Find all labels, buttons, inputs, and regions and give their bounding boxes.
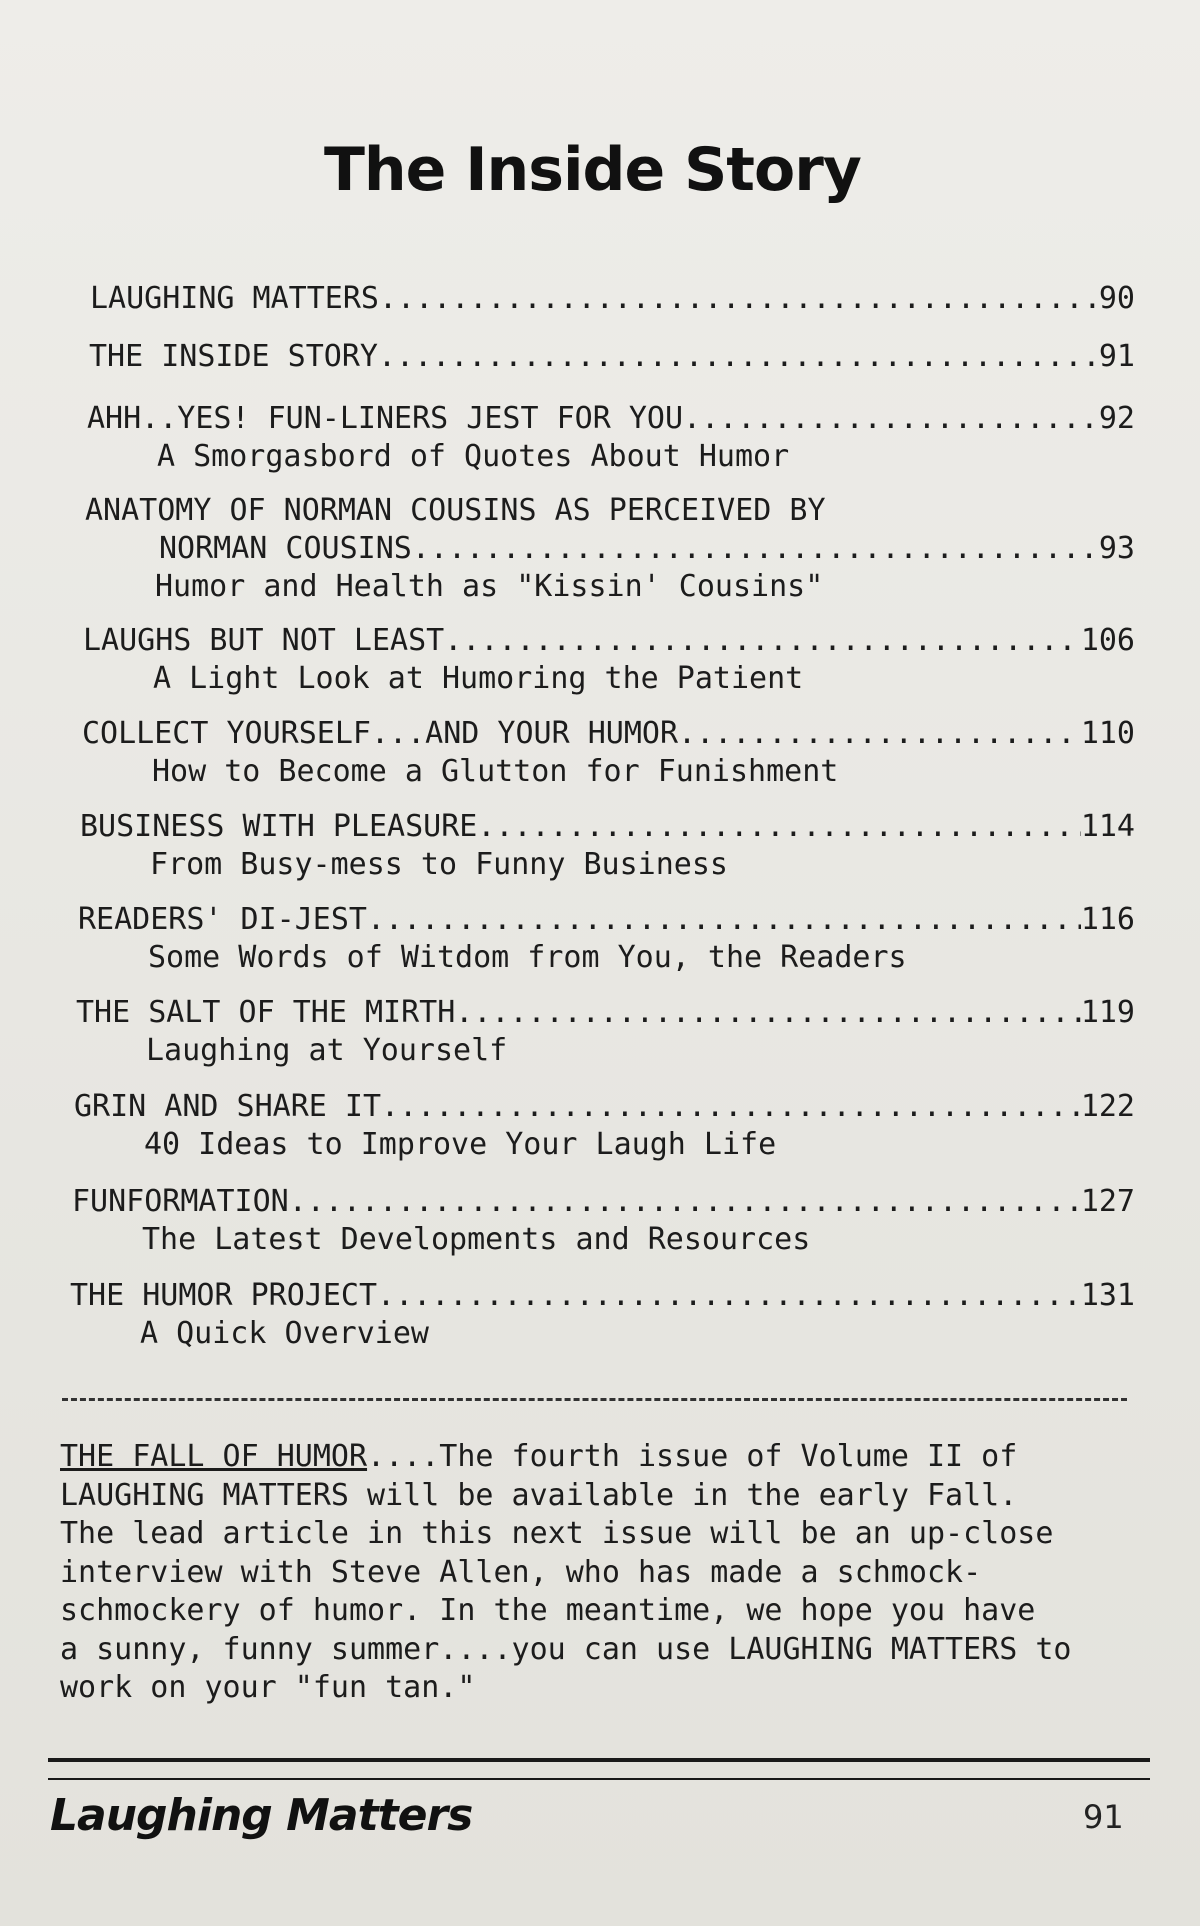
toc-entry-subtitle: A Smorgasbord of Quotes About Humor [157,439,790,474]
toc-entry-title: FUNFORMATION [72,1184,289,1219]
leader-dots [477,808,1080,846]
dashed-divider [62,1398,1127,1401]
toc-entry [78,901,1135,977]
footer-logo: Laughing Matters [50,1790,473,1841]
toc-entry-page: 90 [1098,281,1135,316]
toc-entry-subtitle: 40 Ideas to Improve Your Laugh Life [144,1127,777,1162]
toc-entry-page: 122 [1080,1089,1135,1124]
leader-dots [377,1277,1081,1315]
toc-entry-page: 92 [1098,401,1135,436]
toc-entry-title: LAUGHS BUT NOT LEAST [83,623,445,658]
toc-entry [80,808,1135,884]
toc-entry-title: READERS' DI-JEST [78,902,367,937]
toc-entry [85,492,1135,606]
toc-entry [72,1183,1135,1259]
toc-entry [83,622,1135,698]
toc-entry-page: 91 [1098,339,1135,374]
toc-entry [82,715,1135,791]
toc-entry-title-continued: NORMAN COUSINS [159,531,412,566]
toc-entry-title: AHH..YES! FUN-LINERS JEST FOR YOU [87,401,684,436]
announcement-paragraph [60,1438,1140,1708]
toc-entry-page: 127 [1080,1184,1135,1219]
toc-entry-page: 106 [1080,623,1135,658]
toc-entry-title: COLLECT YOURSELF...AND YOUR HUMOR [82,716,679,751]
toc-entry-page: 119 [1080,995,1135,1030]
leader-dots [678,715,1081,753]
leader-dots [379,280,1099,318]
page-title: The Inside Story [324,135,861,205]
leader-dots [455,994,1081,1032]
toc-entry-title: BUSINESS WITH PLEASURE [80,809,478,844]
toc-entry-page: 110 [1080,716,1135,751]
toc-entry-subtitle: From Busy-mess to Funny Business [150,847,728,882]
announcement-body: ....The fourth issue of Volume II of LAUGHING MATTERS will be available in the early Fall. The lead article in this next issue will be an up-close interview with Steve Allen, who has made a schmock- schmockery of humor. In the meantime, we hope you have a sunny, funny summer....you can use LAUGHING MATTERS to work on your "fun tan." [60,1439,1072,1705]
leader-dots [378,338,1099,376]
toc-entry-page: 131 [1080,1278,1135,1313]
footer-rule-thin [48,1778,1150,1780]
toc-entry-subtitle: Humor and Health as "Kissin' Cousins" [155,569,824,604]
footer-rule-thick [48,1758,1150,1762]
leader-dots [444,622,1081,660]
leader-dots [289,1183,1081,1221]
toc-entry-subtitle: A Quick Overview [140,1316,429,1351]
toc-entry-page: 116 [1080,902,1135,937]
leader-dots [367,901,1081,939]
toc-entry-title: GRIN AND SHARE IT [74,1089,382,1124]
toc-entry-page: 114 [1080,809,1135,844]
announcement-lead: THE FALL OF HUMOR [60,1439,368,1474]
leader-dots [381,1088,1081,1126]
leader-dots [412,530,1099,568]
toc-entry [70,1277,1135,1353]
toc-entry [90,280,1135,318]
toc-entry-subtitle: How to Become a Glutton for Funishment [152,754,839,789]
toc-entry-subtitle: Laughing at Yourself [146,1033,508,1068]
toc-entry-page: 93 [1098,531,1135,566]
toc-entry [74,1088,1135,1164]
toc-entry [89,338,1135,376]
footer-page-number: 91 [1083,1798,1124,1836]
toc-entry-subtitle: A Light Look at Humoring the Patient [153,661,804,696]
toc-entry-title: THE SALT OF THE MIRTH [76,995,456,1030]
leader-dots [683,400,1099,438]
toc-entry-title: LAUGHING MATTERS [90,281,379,316]
toc-entry-title: ANATOMY OF NORMAN COUSINS AS PERCEIVED BY [85,493,826,528]
toc-entry [76,994,1135,1070]
toc-entry-title: THE HUMOR PROJECT [70,1278,378,1313]
toc-entry-subtitle: Some Words of Witdom from You, the Readers [148,940,907,975]
toc-entry-title: THE INSIDE STORY [89,339,378,374]
toc-entry-subtitle: The Latest Developments and Resources [142,1222,811,1257]
toc-entry [87,400,1135,476]
